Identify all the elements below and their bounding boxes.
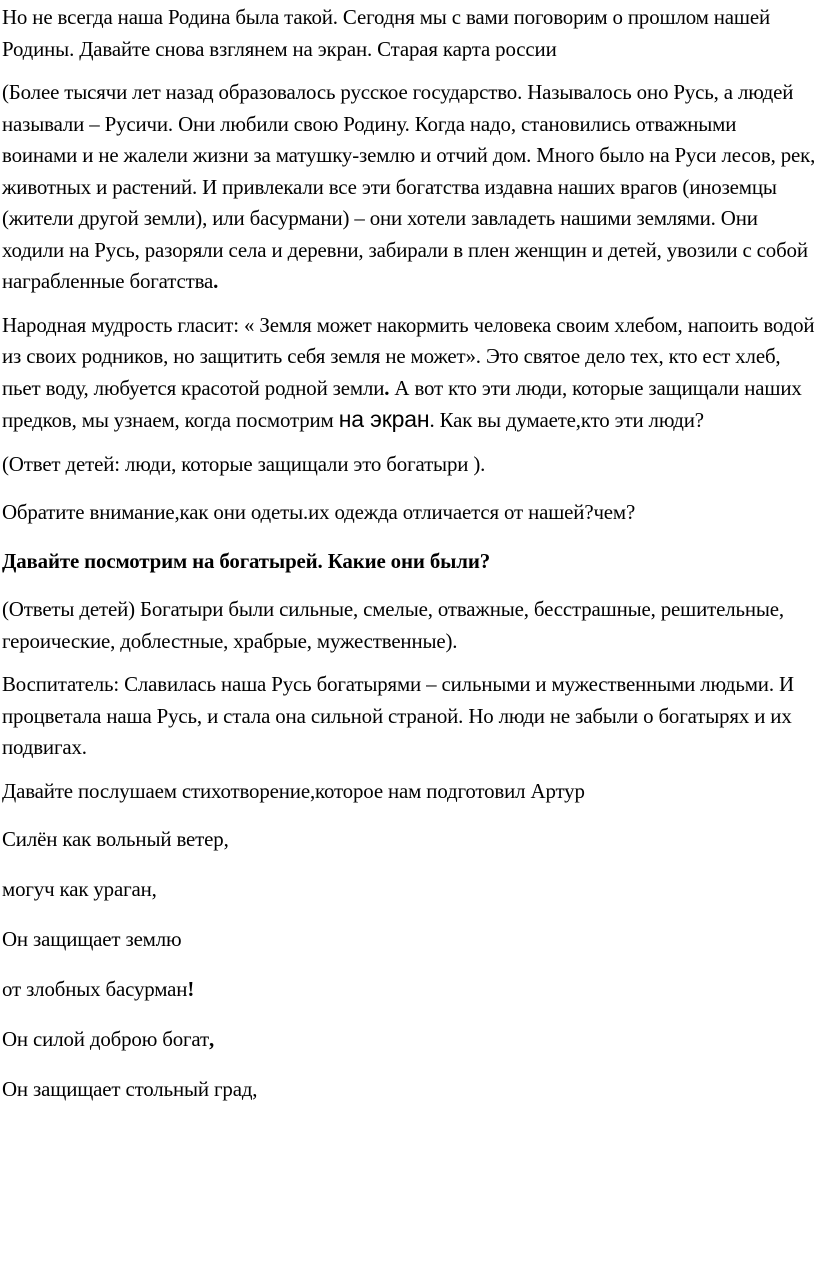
paragraph-children-answer: (Ответ детей: люди, которые защищали это богатыри ). xyxy=(2,451,486,476)
paragraph-history xyxy=(2,77,816,298)
poem xyxy=(2,824,816,1106)
heading-bogatyrs: Давайте посмотрим на богатырей. Какие они были? xyxy=(2,548,491,573)
poem-line xyxy=(2,974,816,1006)
wisdom-bold-dot: . xyxy=(384,375,390,400)
poem-line: Он защищает землю xyxy=(2,927,182,951)
poem-line-punct: ! xyxy=(187,977,195,1001)
paragraph-wisdom xyxy=(2,310,816,437)
paragraph-attention: Обратите внимание,как они одеты.их одежда отличается от нашей?чем? xyxy=(2,500,636,524)
paragraph-intro: Но не всегда наша Родина была такой. Сегодня мы с вами поговорим о прошлом нашей Родины. Давайте снова взглянем на экран. Старая карта россии xyxy=(2,5,771,61)
wisdom-text-d: . Как вы думаете,кто эти люди? xyxy=(429,408,704,432)
paragraph-children-answers: (Ответы детей) Богатыри были сильные, смелые, отважные, бесстрашные, решительные, героические, доблестные, храбрые, мужественные). xyxy=(2,597,785,653)
paragraph-teacher: Воспитатель: Славилась наша Русь богатырями – сильными и мужественными людьми. И процветала наша Русь, и стала она сильной страной. Но люди не забыли о богатырях и их подвигах. xyxy=(2,672,794,759)
paragraph-poem-intro: Давайте послушаем стихотворение,которое нам подготовил Артур xyxy=(2,778,585,803)
paragraph-history-text: (Более тысячи лет назад образовалось русское государство. Называлось оно Русь, а людей называли – Русичи. Они любили свою Родину. Когда надо, становились отважными воинами и не жалели жизни за матушку-землю и отчий дом. Много было на Руси лесов, рек, животных и растений. И привлекали все эти богатства издавна наших врагов (иноземцы (жители другой земли), или басурмани) – они хотели завладеть нашими землями. Они ходили на Русь, разоряли села и деревни, забирали в плен женщин и детей, увозили с собой награбленные богатства xyxy=(2,80,816,293)
poem-line-text: от злобных басурман xyxy=(2,977,188,1001)
poem-line: Силён как вольный ветер, xyxy=(2,827,229,851)
poem-line: Он защищает стольный град, xyxy=(2,1077,258,1101)
poem-line xyxy=(2,1024,816,1056)
poem-line-punct: , xyxy=(209,1027,215,1051)
paragraph-history-end: . xyxy=(213,269,219,293)
wisdom-text-a: Народная мудрость гласит: « Земля может накормить человека своим хлебом, напоить водой из своих родников, но защитить себя земля не может». Это святое дело тех, кто ест хлеб, пьет воду, любуется красотой родной земли xyxy=(2,312,815,400)
poem-line-text: Он силой доброю богат xyxy=(2,1027,209,1051)
wisdom-text-c: А вот кто эти люди, которые защищали наших предков, мы узнаем, когда посмотрим xyxy=(2,375,802,432)
wisdom-screen-phrase: на экран xyxy=(338,406,430,432)
poem-line: могуч как ураган, xyxy=(2,877,157,901)
